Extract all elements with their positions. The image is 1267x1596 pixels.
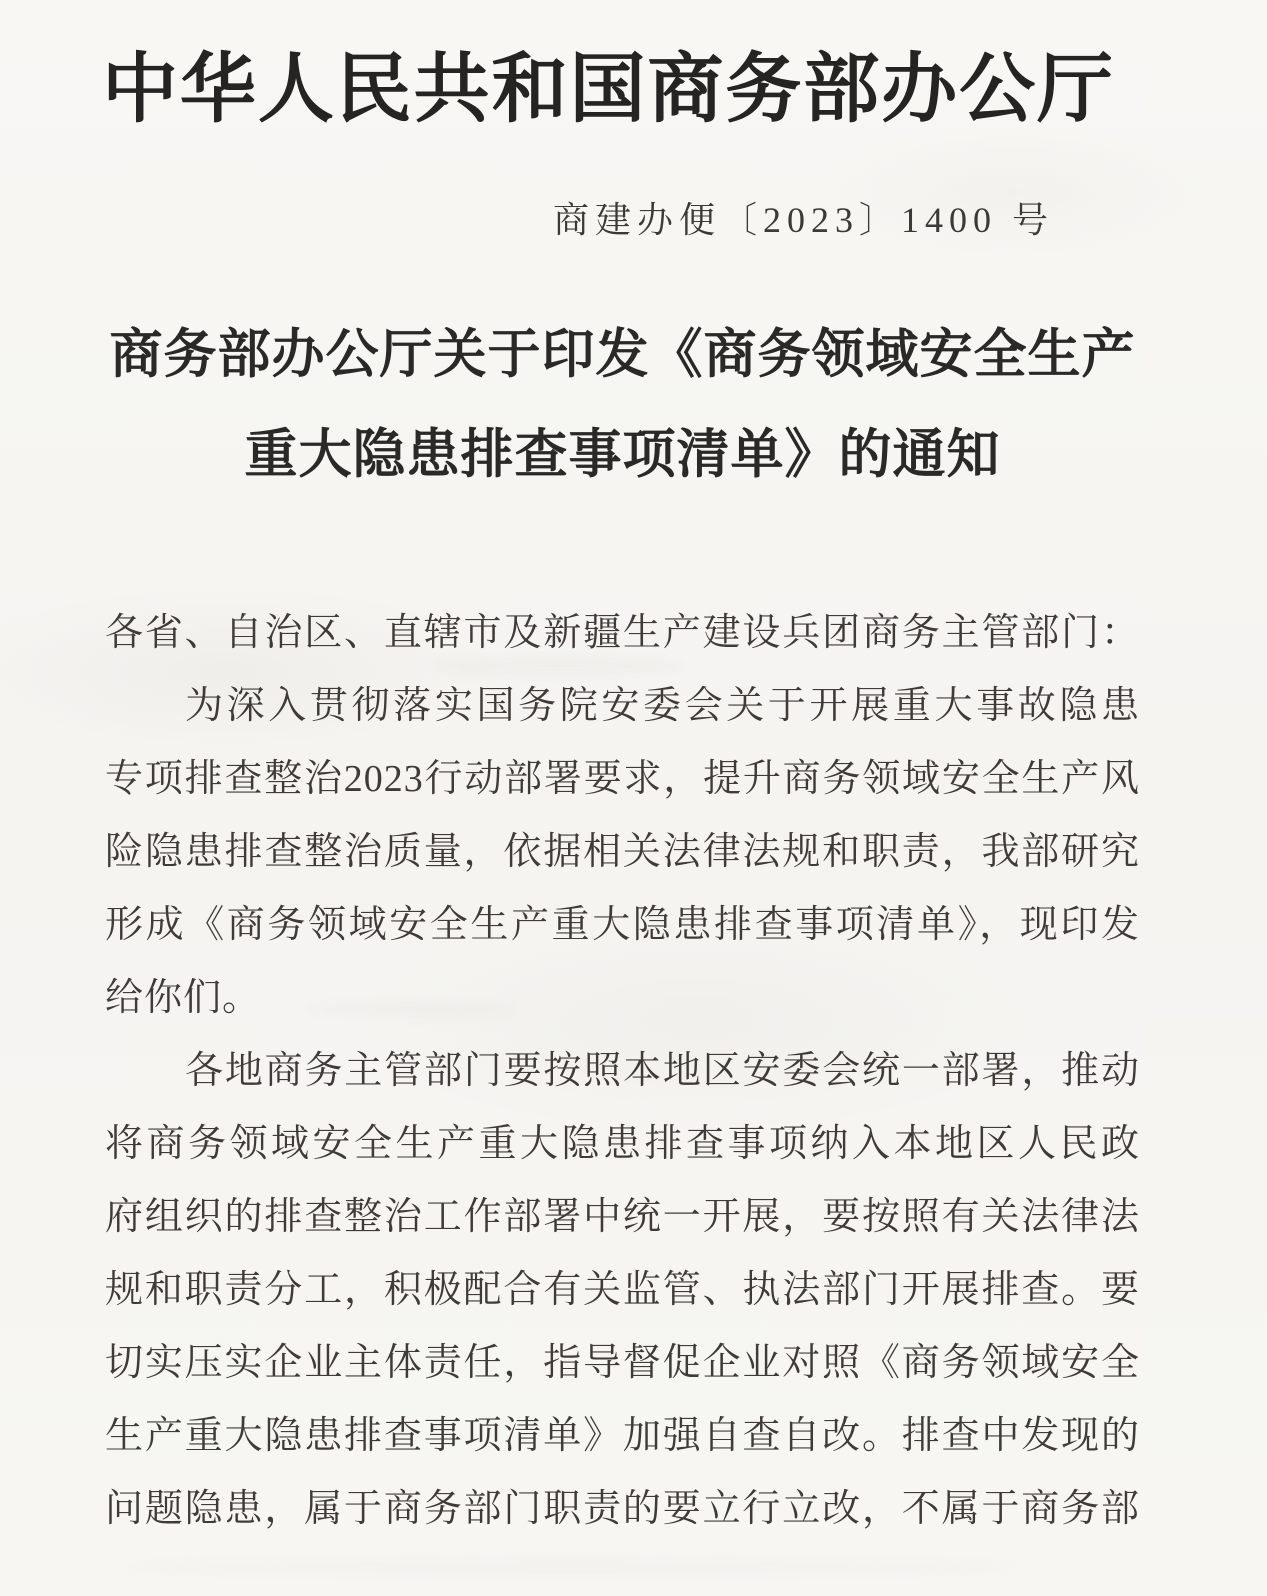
body-line: 生产重大隐患排查事项清单》加强自查自改。排查中发现的 xyxy=(105,1415,1140,1457)
body-line: 险隐患排查整治质量，依据相关法律法规和职责，我部研究 xyxy=(105,831,1140,873)
body-line: 将商务领域安全生产重大隐患排查事项纳入本地区人民政 xyxy=(105,1123,1140,1165)
body-line: 形成《商务领域安全生产重大隐患排查事项清单》，现印发 xyxy=(105,904,1140,946)
document-body xyxy=(105,597,1140,1546)
body-line: 问题隐患，属于商务部门职责的要立行立改，不属于商务部 xyxy=(105,1488,1140,1530)
body-line: 为深入贯彻落实国务院安委会关于开展重大事故隐患 xyxy=(185,685,1140,727)
document-title xyxy=(105,305,1140,505)
body-line: 各地商务主管部门要按照本地区安委会统一部署，推动 xyxy=(185,1050,1140,1092)
document-title-line-2: 重大隐患排查事项清单》的通知 xyxy=(244,426,1001,484)
body-line: 给你们。 xyxy=(105,977,262,1019)
document-reference-number: 商建办便〔2023〕1400 号 xyxy=(552,200,1054,240)
issuing-office-name: 中华人民共和国商务部办公厅 xyxy=(102,48,1114,132)
body-line: 各省、自治区、直辖市及新疆生产建设兵团商务主管部门： xyxy=(105,612,1140,654)
body-line: 专项排查整治2023行动部署要求，提升商务领域安全生产风 xyxy=(105,758,1140,800)
scan-smudge xyxy=(120,1560,1020,1574)
body-line: 府组织的排查整治工作部署中统一开展，要按照有关法律法 xyxy=(105,1196,1140,1238)
document-title-line-1: 商务部办公厅关于印发《商务领域安全生产 xyxy=(109,326,1136,384)
body-line: 切实压实企业主体责任，指导督促企业对照《商务领域安全 xyxy=(105,1342,1140,1384)
body-line: 规和职责分工，积极配合有关监管、执法部门开展排查。要 xyxy=(105,1269,1140,1311)
